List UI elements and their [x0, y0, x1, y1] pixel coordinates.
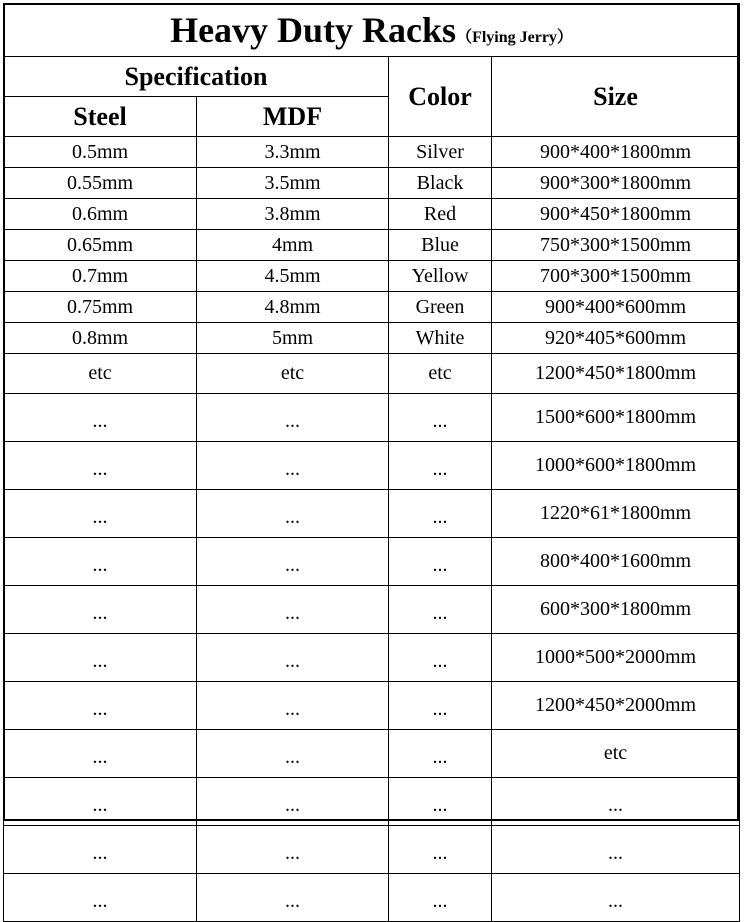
table-row: [4, 490, 740, 538]
table-row: [4, 586, 740, 634]
cell-size: 1200*450*1800mm: [492, 354, 740, 394]
cell-steel: ...: [4, 682, 197, 730]
cell-color: Green: [389, 292, 492, 323]
cell-size: ...: [492, 874, 740, 922]
cell-steel: ...: [4, 874, 197, 922]
page-title: [4, 4, 740, 57]
cell-size: ...: [492, 778, 740, 826]
cell-color: Black: [389, 168, 492, 199]
header-specification: Specification: [4, 57, 389, 97]
cell-mdf: ...: [197, 490, 389, 538]
cell-color: ...: [389, 634, 492, 682]
cell-color: Blue: [389, 230, 492, 261]
cell-steel: 0.6mm: [4, 199, 197, 230]
table-row: [4, 230, 740, 261]
table-row: [4, 730, 740, 778]
cell-mdf: 3.3mm: [197, 137, 389, 168]
cell-mdf: ...: [197, 394, 389, 442]
table-row: [4, 634, 740, 682]
cell-mdf: 3.8mm: [197, 199, 389, 230]
cell-steel: ...: [4, 394, 197, 442]
table-row: [4, 442, 740, 490]
table-row: [4, 354, 740, 394]
cell-mdf: ...: [197, 682, 389, 730]
cell-size: 800*400*1600mm: [492, 538, 740, 586]
table-row: [4, 137, 740, 168]
table-row: [4, 538, 740, 586]
title-text: Heavy Duty Racks: [170, 10, 457, 50]
cell-size: etc: [492, 730, 740, 778]
cell-steel: 0.55mm: [4, 168, 197, 199]
table-row: [4, 261, 740, 292]
table-row: [4, 199, 740, 230]
cell-size: 1220*61*1800mm: [492, 490, 740, 538]
table-row: [4, 292, 740, 323]
cell-color: Red: [389, 199, 492, 230]
table-row: [4, 682, 740, 730]
cell-mdf: ...: [197, 730, 389, 778]
cell-color: ...: [389, 394, 492, 442]
cell-steel: 0.5mm: [4, 137, 197, 168]
cell-mdf: ...: [197, 778, 389, 826]
cell-color: ...: [389, 778, 492, 826]
cell-color: ...: [389, 586, 492, 634]
table-row: [4, 323, 740, 354]
cell-color: etc: [389, 354, 492, 394]
cell-steel: ...: [4, 586, 197, 634]
cell-mdf: 4.5mm: [197, 261, 389, 292]
cell-size: 1200*450*2000mm: [492, 682, 740, 730]
cell-mdf: 5mm: [197, 323, 389, 354]
header-size: Size: [492, 57, 740, 137]
cell-size: 900*300*1800mm: [492, 168, 740, 199]
cell-mdf: ...: [197, 442, 389, 490]
cell-size: 900*400*1800mm: [492, 137, 740, 168]
cell-color: ...: [389, 730, 492, 778]
cell-steel: ...: [4, 778, 197, 826]
cell-mdf: ...: [197, 874, 389, 922]
cell-size: 900*400*600mm: [492, 292, 740, 323]
cell-mdf: ...: [197, 826, 389, 874]
cell-mdf: ...: [197, 538, 389, 586]
cell-mdf: 4mm: [197, 230, 389, 261]
cell-steel: ...: [4, 730, 197, 778]
cell-size: 600*300*1800mm: [492, 586, 740, 634]
cell-size: 700*300*1500mm: [492, 261, 740, 292]
cell-color: ...: [389, 682, 492, 730]
cell-steel: ...: [4, 634, 197, 682]
header-mdf: MDF: [197, 97, 389, 137]
cell-color: ...: [389, 490, 492, 538]
header-steel: Steel: [4, 97, 197, 137]
cell-mdf: 3.5mm: [197, 168, 389, 199]
table-row: [4, 394, 740, 442]
cell-color: Yellow: [389, 261, 492, 292]
cell-size: 1000*500*2000mm: [492, 634, 740, 682]
table-row: [4, 778, 740, 826]
table-row: [4, 826, 740, 874]
table-row: [4, 874, 740, 922]
cell-steel: 0.7mm: [4, 261, 197, 292]
header-color: Color: [389, 57, 492, 137]
cell-color: Silver: [389, 137, 492, 168]
cell-mdf: 4.8mm: [197, 292, 389, 323]
cell-mdf: ...: [197, 634, 389, 682]
cell-steel: ...: [4, 490, 197, 538]
cell-color: ...: [389, 826, 492, 874]
cell-mdf: ...: [197, 586, 389, 634]
cell-size: 1000*600*1800mm: [492, 442, 740, 490]
cell-size: 900*450*1800mm: [492, 199, 740, 230]
cell-steel: ...: [4, 826, 197, 874]
cell-color: ...: [389, 874, 492, 922]
cell-steel: 0.65mm: [4, 230, 197, 261]
cell-steel: 0.8mm: [4, 323, 197, 354]
cell-size: 1500*600*1800mm: [492, 394, 740, 442]
title-subtitle: （Flying Jerry）: [456, 29, 573, 46]
cell-steel: ...: [4, 442, 197, 490]
table-row: [4, 168, 740, 199]
cell-color: ...: [389, 442, 492, 490]
cell-color: White: [389, 323, 492, 354]
cell-color: ...: [389, 538, 492, 586]
cell-mdf: etc: [197, 354, 389, 394]
spec-table: [3, 3, 740, 922]
cell-size: ...: [492, 826, 740, 874]
cell-size: 920*405*600mm: [492, 323, 740, 354]
cell-steel: 0.75mm: [4, 292, 197, 323]
cell-size: 750*300*1500mm: [492, 230, 740, 261]
cell-steel: etc: [4, 354, 197, 394]
cell-steel: ...: [4, 538, 197, 586]
